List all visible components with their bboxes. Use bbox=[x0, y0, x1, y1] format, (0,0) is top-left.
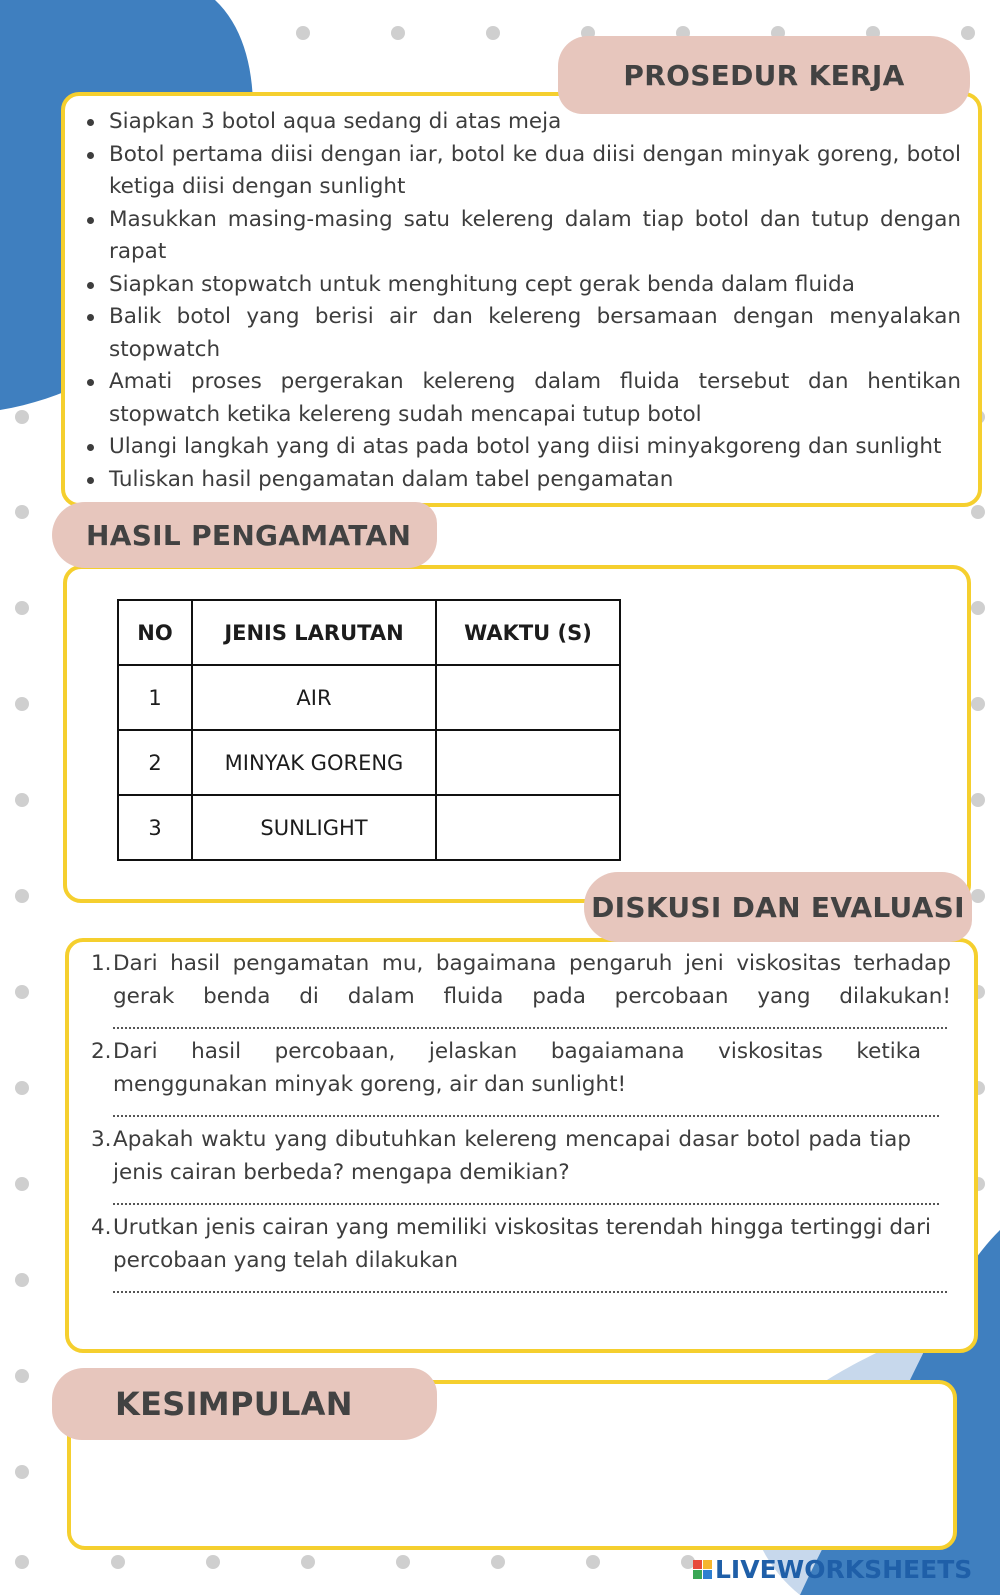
diskusi-panel bbox=[65, 938, 978, 1353]
prosedur-step: Botol pertama diisi dengan iar, botol ke dua diisi dengan minyak goreng, botol ketiga diisi dengan sunlight bbox=[83, 139, 961, 204]
table-row bbox=[118, 730, 620, 795]
decor-dot bbox=[15, 793, 29, 807]
prosedur-step: Amati proses pergerakan kelereng dalam fluida tersebut dan hentikan stopwatch ketika kelereng sudah mencapai tutup botol bbox=[83, 366, 961, 431]
decor-dot bbox=[971, 601, 985, 615]
decor-dot bbox=[971, 505, 985, 519]
hasil-panel bbox=[63, 565, 971, 903]
decor-dot bbox=[971, 697, 985, 711]
question-text: Apakah waktu yang dibutuhkan kelereng mencapai dasar botol pada tiap jenis cairan berbeda? mengapa demikian? bbox=[113, 1127, 911, 1185]
question-list bbox=[93, 948, 951, 1300]
kesimpulan-answer-area[interactable] bbox=[91, 1434, 933, 1530]
table-row bbox=[118, 795, 620, 860]
liveworksheets-logo-text: LIVEWORKSHEETS bbox=[715, 1555, 973, 1584]
decor-dot bbox=[15, 697, 29, 711]
question-item bbox=[93, 948, 951, 1029]
decor-dot bbox=[961, 26, 975, 40]
table-row bbox=[118, 665, 620, 730]
hasil-title-pill bbox=[52, 502, 437, 568]
prosedur-step: Siapkan stopwatch untuk menghitung cept gerak benda dalam fluida bbox=[83, 269, 961, 302]
prosedur-step: Siapkan 3 botol aqua sedang di atas meja bbox=[83, 106, 961, 139]
decor-dot bbox=[15, 1465, 29, 1479]
prosedur-title-pill bbox=[558, 36, 970, 114]
table-cell-no: 2 bbox=[118, 730, 192, 795]
decor-dot bbox=[396, 1555, 410, 1569]
hasil-title: HASIL PENGAMATAN bbox=[86, 518, 412, 552]
prosedur-step: Tuliskan hasil pengamatan dalam tabel pengamatan bbox=[83, 464, 961, 497]
question-number: 4. bbox=[91, 1215, 112, 1240]
decor-dot bbox=[15, 1273, 29, 1287]
decor-dot bbox=[15, 1177, 29, 1191]
table-cell-jenis: AIR bbox=[192, 665, 436, 730]
decor-dot bbox=[391, 26, 405, 40]
question-text: Dari hasil pengamatan mu, bagaimana pengaruh jeni viskositas terhadap gerak benda di dalam fluida pada percobaan yang dilakukan! bbox=[113, 951, 951, 1009]
question-item bbox=[93, 1124, 951, 1205]
table-cell-jenis: MINYAK GORENG bbox=[192, 730, 436, 795]
kesimpulan-title: KESIMPULAN bbox=[115, 1385, 353, 1423]
question-text: Dari hasil percobaan, jelaskan bagaiamana viskositas ketika menggunakan minyak goreng, air dan sunlight! bbox=[113, 1039, 921, 1097]
table-cell-waktu-input[interactable] bbox=[436, 665, 620, 730]
question-text: Urutkan jenis cairan yang memiliki viskositas terendah hingga tertinggi dari percobaan yang telah dilakukan bbox=[113, 1215, 931, 1273]
decor-dot bbox=[301, 1555, 315, 1569]
question-item bbox=[93, 1212, 951, 1293]
question-number: 3. bbox=[91, 1127, 112, 1152]
table-header-jenis: JENIS LARUTAN bbox=[192, 600, 436, 665]
question-number: 2. bbox=[91, 1039, 112, 1064]
decor-dot bbox=[486, 26, 500, 40]
prosedur-title: PROSEDUR KERJA bbox=[623, 58, 905, 92]
decor-dot bbox=[15, 889, 29, 903]
decor-dot bbox=[15, 601, 29, 615]
table-cell-waktu-input[interactable] bbox=[436, 795, 620, 860]
answer-line[interactable] bbox=[113, 1101, 939, 1117]
decor-dot bbox=[15, 410, 29, 424]
table-cell-no: 3 bbox=[118, 795, 192, 860]
answer-line[interactable] bbox=[113, 1189, 939, 1205]
prosedur-step: Balik botol yang berisi air dan kelereng bersamaan dengan menyalakan stopwatch bbox=[83, 301, 961, 366]
decor-dot bbox=[491, 1555, 505, 1569]
decor-dot bbox=[15, 505, 29, 519]
observation-table bbox=[117, 599, 621, 861]
decor-dot bbox=[15, 1369, 29, 1383]
prosedur-panel bbox=[61, 92, 982, 507]
prosedur-step: Masukkan masing-masing satu kelereng dalam tiap botol dan tutup dengan rapat bbox=[83, 204, 961, 269]
decor-dot bbox=[15, 1555, 29, 1569]
question-item bbox=[93, 1036, 951, 1117]
answer-line[interactable] bbox=[113, 1013, 947, 1029]
table-header-row bbox=[118, 600, 620, 665]
table-cell-jenis: SUNLIGHT bbox=[192, 795, 436, 860]
table-header-no: NO bbox=[118, 600, 192, 665]
question-number: 1. bbox=[91, 951, 112, 976]
decor-dot bbox=[15, 985, 29, 999]
decor-dot bbox=[971, 889, 985, 903]
decor-dot bbox=[206, 1555, 220, 1569]
liveworksheets-logo bbox=[693, 1555, 972, 1584]
diskusi-title-pill bbox=[584, 872, 972, 942]
decor-dot bbox=[15, 1081, 29, 1095]
diskusi-title: DISKUSI DAN EVALUASI bbox=[591, 890, 965, 924]
table-cell-no: 1 bbox=[118, 665, 192, 730]
decor-dot bbox=[586, 1555, 600, 1569]
table-cell-waktu-input[interactable] bbox=[436, 730, 620, 795]
liveworksheets-logo-icon bbox=[693, 1560, 712, 1579]
decor-dot bbox=[971, 793, 985, 807]
kesimpulan-title-pill bbox=[52, 1368, 437, 1440]
decor-dot bbox=[111, 1555, 125, 1569]
decor-dot bbox=[296, 26, 310, 40]
answer-line[interactable] bbox=[113, 1277, 947, 1293]
table-header-waktu: WAKTU (S) bbox=[436, 600, 620, 665]
prosedur-list bbox=[83, 106, 961, 496]
prosedur-step: Ulangi langkah yang di atas pada botol yang diisi minyakgoreng dan sunlight bbox=[83, 431, 961, 464]
